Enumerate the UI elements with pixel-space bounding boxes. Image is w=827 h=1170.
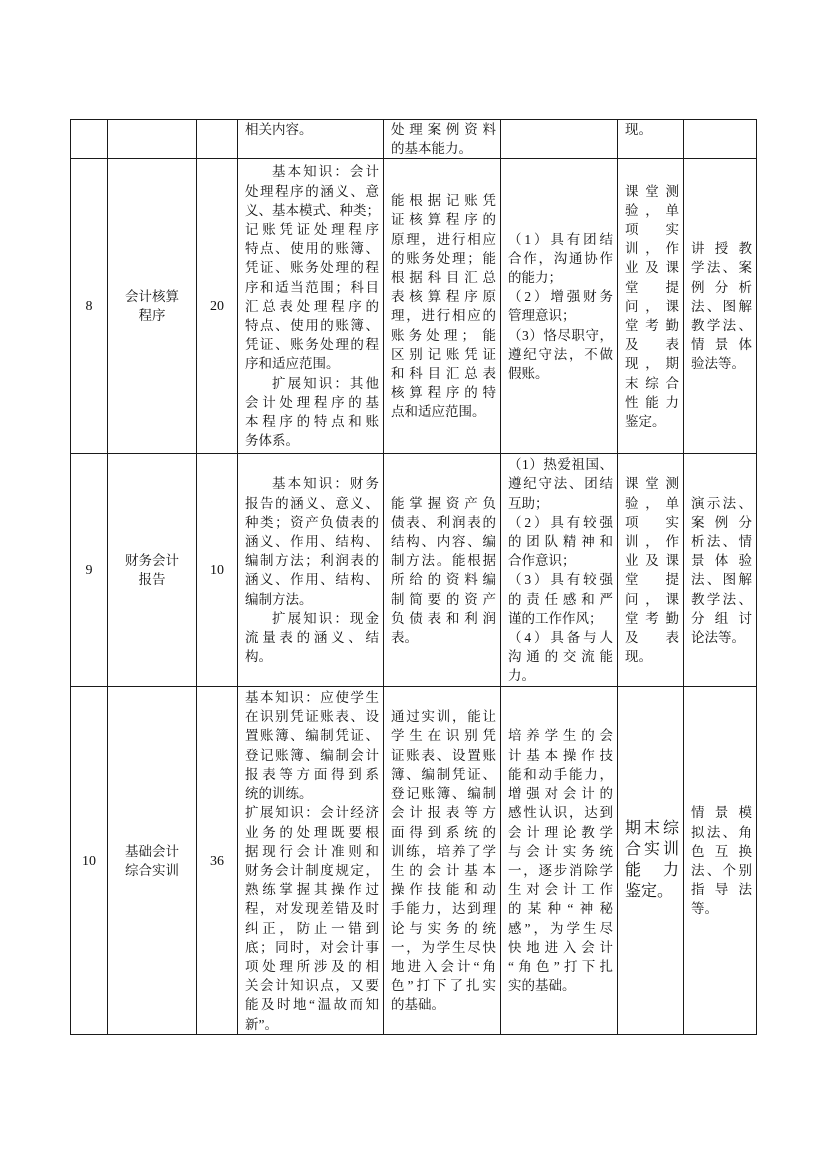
text-line: 编制方法；利润表的 [245, 553, 379, 569]
text-line: 序和适当范围；科目 [245, 279, 379, 295]
text-line: 面得到系统的 [391, 824, 496, 840]
text-line: 序和适应范围。 [245, 356, 340, 372]
text-line: 能和动手能力， [508, 766, 613, 782]
cell-teaching-method [684, 159, 757, 454]
text-line: 期末综 [625, 820, 679, 838]
text-line: 培养学生的会 [508, 728, 613, 744]
text-line: 景体验 [691, 553, 752, 569]
text-line: 谨的工作作风； [508, 610, 603, 626]
text-line: 本程序的特点和账 [245, 414, 379, 430]
hours-value: 20 [210, 299, 224, 315]
cell-assessment [618, 120, 684, 159]
text-line: 会计报表等方 [391, 805, 496, 821]
text-line: 实的基础。 [508, 978, 576, 994]
text-line: 析法、情 [691, 534, 752, 549]
text-line: 程，对发现差错及时 [245, 901, 379, 917]
text-line: 管理意识； [508, 308, 576, 324]
text-line: 熟练掌握其操作过 [245, 882, 379, 898]
text-line: 业及课 [625, 260, 679, 276]
text-line: 能力 [625, 861, 679, 879]
text-line: 生对会计工作 [508, 882, 613, 898]
paragraph [245, 474, 379, 608]
cell-ability-goal [384, 454, 501, 687]
cell-hours [197, 120, 238, 159]
text-line: 表。 [391, 630, 418, 646]
paragraph [245, 803, 379, 1033]
text-line: 教学法、 [691, 591, 752, 607]
text-line: 置账簿、编制凭证、 [245, 728, 379, 744]
text-line: （1）热爱祖国、 [508, 457, 613, 473]
text-line: 操作技能和动 [391, 882, 496, 898]
text-line: 报告的涵义、意义、 [245, 495, 379, 511]
text-line: 业及课 [625, 553, 679, 569]
course-name-text [110, 551, 194, 589]
text-line: 相关内容。 [245, 122, 313, 137]
text-line: 等。 [691, 901, 718, 917]
paragraph [508, 287, 613, 325]
teaching-method-text [691, 239, 752, 373]
text-line: 的基本能力。 [391, 141, 472, 157]
row-number: 9 [85, 563, 93, 579]
text-line: 教学法、 [691, 318, 752, 333]
text-line: 结构、内容、编 [391, 534, 496, 549]
text-line: 表核算程序原 [391, 289, 496, 305]
assessment-text [625, 819, 679, 902]
text-line: 法、图解 [691, 298, 752, 314]
paragraph [508, 326, 613, 384]
text-line: 论与实务的统 [391, 920, 496, 936]
cell-course-name [108, 687, 197, 1035]
text-line: 快地进入会计 [508, 939, 613, 955]
text-line: （4）具备与人 [508, 630, 613, 646]
text-line: 根据科目汇总 [391, 270, 496, 285]
paragraph [508, 513, 613, 571]
text-line: “角色”打下扎 [508, 958, 613, 974]
text-line: 训练，培养了学 [391, 843, 496, 859]
paragraph [391, 191, 496, 421]
cell-quality-goal [501, 687, 618, 1035]
text-line: 增强对会计的 [508, 786, 613, 802]
text-line: （3）具有较强 [508, 572, 613, 588]
text-line: 一，逐步消除学 [508, 862, 613, 878]
text-line: 计基本操作技 [508, 747, 613, 763]
cell-course-name [108, 159, 197, 454]
text-line: 沟通的交流能 [508, 649, 613, 665]
paragraph [110, 287, 194, 325]
text-line: 统的训练。 [245, 786, 313, 802]
text-line: 验，单 [625, 495, 679, 511]
paragraph [508, 726, 613, 995]
cell-ability-goal [384, 687, 501, 1035]
text-line: 能根据记账凭 [391, 193, 496, 209]
text-line: 问，课 [625, 591, 679, 607]
text-line: 课堂测 [625, 183, 679, 199]
text-line: 训，作 [625, 534, 679, 549]
teaching-content-text [245, 474, 379, 666]
text-line: 理，进行相应的 [391, 308, 496, 324]
text-line: 汇总表处理程序的 [245, 298, 379, 314]
text-line: 地进入会计“角 [391, 958, 496, 974]
text-line: 登记账簿、编制会计 [245, 747, 379, 763]
text-line: 债表、利润表的 [391, 514, 496, 530]
hours-value: 36 [210, 853, 224, 869]
paragraph [245, 162, 379, 373]
paragraph [691, 803, 752, 918]
text-line: 堂提 [625, 572, 679, 588]
hours-value: 10 [210, 563, 224, 579]
text-line: 扩展知识：会计经济 [245, 805, 379, 821]
teaching-method-text [691, 494, 752, 648]
quality-goal-text [508, 455, 613, 685]
text-line: 据现行会计准则和 [245, 843, 379, 859]
text-line: 制方法。能根据 [391, 553, 496, 569]
paragraph [508, 628, 613, 686]
text-line: 证账表、设置账 [391, 747, 496, 763]
text-line: 综合实训 [125, 862, 179, 878]
text-line: 基本知识：应使学生 [245, 690, 379, 706]
text-line: 课堂测 [625, 476, 679, 492]
text-line: 在识别凭证账表、设 [245, 709, 379, 725]
text-line: 及表 [625, 630, 679, 646]
table-row [71, 120, 757, 159]
text-line: 鉴定。 [625, 882, 674, 900]
row-number: 8 [85, 299, 93, 315]
ability-goal-text [391, 494, 496, 648]
cell-number [71, 687, 108, 1035]
paragraph [245, 120, 379, 139]
text-line: 互助； [508, 495, 549, 511]
text-line: 能及时地“温故而知 [245, 997, 379, 1013]
cell-ability-goal [384, 120, 501, 159]
text-line: 义、基本模式、种类； [245, 202, 380, 218]
text-line: 所给的资料编 [391, 572, 496, 588]
curriculum-table [70, 119, 757, 1035]
cell-quality-goal [501, 120, 618, 159]
ability-goal-text [391, 707, 496, 1014]
text-line: 合作，沟通协作 [508, 250, 613, 266]
text-line: 和科目汇总表 [391, 366, 496, 382]
text-line: 通过实训，能让 [391, 709, 496, 725]
text-line: 验，单 [625, 202, 679, 218]
text-line: 关会计知识点，又要 [245, 978, 379, 994]
text-line: 色”打下了扎实 [391, 978, 496, 994]
course-name-text [110, 842, 194, 880]
text-line: 假账。 [508, 366, 549, 382]
cell-teaching-method [684, 687, 757, 1035]
text-line: 学生在识别凭 [391, 728, 496, 744]
text-line: 记账凭证处理程序 [245, 221, 379, 237]
cell-teaching-method [684, 454, 757, 687]
paragraph [245, 609, 379, 667]
text-line: 务体系。 [245, 433, 299, 449]
paragraph [391, 707, 496, 1014]
text-line: 流量表的涵义、结 [245, 630, 379, 646]
text-line: 账务处理； 能 [391, 327, 496, 343]
text-line: 现。 [625, 122, 652, 137]
teaching-content-text [245, 162, 379, 450]
text-line: 论法等。 [691, 630, 745, 646]
text-line: 特点、使用的账簿、 [245, 318, 379, 333]
course-name-text [110, 287, 194, 325]
text-line: 情景模 [691, 805, 752, 821]
text-line: 财务会计 [125, 553, 179, 569]
text-line: 演示法、 [691, 495, 752, 511]
paragraph [391, 120, 496, 158]
cell-teaching-content [238, 454, 384, 687]
text-line: 报表等方面得到系 [245, 766, 379, 782]
cell-hours [197, 159, 238, 454]
table-row [71, 687, 757, 1035]
text-line: 例分析 [691, 279, 752, 295]
text-line: 凭证、账务处理的程 [245, 260, 379, 276]
text-line: 能掌握资产负 [391, 495, 496, 511]
text-line: 核算程序的特 [391, 385, 496, 401]
text-line: 特点、使用的账簿、 [245, 241, 379, 257]
text-line: 与会计实务统 [508, 843, 613, 859]
text-line: 构。 [245, 649, 272, 665]
text-line: 现。 [625, 649, 652, 665]
text-line: 新”。 [245, 1016, 278, 1032]
text-line: 分组讨 [691, 610, 752, 626]
cell-hours [197, 687, 238, 1035]
cell-number [71, 120, 108, 159]
text-line: 纠正，防止一错到 [245, 920, 379, 936]
quality-goal-text [508, 726, 613, 995]
text-line: 会计核算 [125, 289, 179, 305]
cell-teaching-content [238, 120, 384, 159]
paragraph [391, 494, 496, 648]
text-line: 合实训 [625, 841, 679, 859]
cell-course-name [108, 120, 197, 159]
text-line: 力。 [508, 668, 535, 684]
teaching-content-text [245, 120, 379, 139]
ability-goal-text [391, 120, 496, 158]
teaching-content-text [245, 688, 379, 1034]
table-row [71, 159, 757, 454]
text-line: 负债表和利润 [391, 610, 496, 626]
text-line: 鉴定。 [625, 414, 666, 430]
text-line: 遵纪守法、团结 [508, 476, 613, 492]
text-line: 报告 [138, 572, 166, 588]
cell-number [71, 159, 108, 454]
text-line: 证核算程序的 [391, 212, 496, 228]
text-line: 的团队精神和 [508, 534, 613, 549]
text-line: 区别记账凭证 [391, 346, 496, 362]
cell-teaching-method [684, 120, 757, 159]
paragraph [625, 120, 679, 139]
paragraph [508, 230, 613, 288]
paragraph [508, 455, 613, 513]
text-line: （2）具有较强 [508, 514, 613, 530]
cell-assessment [618, 454, 684, 687]
text-line: 处理程序的涵义、意 [245, 183, 379, 199]
text-line: 讲授教 [691, 241, 752, 257]
text-line: 底；同时，对会计事 [245, 939, 379, 955]
text-line: 的能力； [508, 270, 562, 285]
text-line: 手能力，达到理 [391, 901, 496, 917]
text-line: 业务的处理既要根 [245, 824, 379, 840]
text-line: 遵纪守法，不做 [508, 346, 613, 362]
text-line: 情景体 [691, 337, 752, 353]
text-line: 处理案例资料 [391, 122, 496, 137]
text-line: 制简要的资产 [391, 591, 496, 607]
text-line: 指导法 [691, 882, 752, 898]
text-line: 拟法、角 [691, 824, 752, 840]
cell-quality-goal [501, 159, 618, 454]
row-number: 10 [82, 853, 96, 869]
cell-hours [197, 454, 238, 687]
table-row [71, 454, 757, 687]
text-line: 项实 [625, 221, 679, 237]
text-line: 法、个别 [691, 862, 752, 878]
text-line: 基本知识：财务 [272, 476, 379, 492]
text-line: （3）恪尽职守， [508, 327, 613, 343]
paragraph [508, 570, 613, 628]
text-line: 问，课 [625, 298, 679, 314]
paragraph [110, 842, 194, 880]
text-line: 感”，为学生尽 [508, 920, 613, 936]
text-line: 及表 [625, 337, 679, 353]
text-line: 财务会计制度规定， [245, 862, 379, 878]
text-line: 会计处理程序的基 [245, 394, 379, 410]
ability-goal-text [391, 191, 496, 421]
cell-teaching-content [238, 687, 384, 1035]
text-line: 堂考勤 [625, 318, 679, 333]
paragraph [625, 182, 679, 432]
text-line: 法、图解 [691, 572, 752, 588]
text-line: 基本知识：会计 [272, 164, 379, 180]
text-line: （2）增强财务 [508, 289, 613, 305]
paragraph [110, 551, 194, 589]
cell-number [71, 454, 108, 687]
text-line: 登记账簿、编制 [391, 786, 496, 802]
text-line: 感性认识，达到 [508, 805, 613, 821]
text-line: 项处理所涉及的相 [245, 958, 379, 974]
text-line: 案例分 [691, 514, 752, 530]
paragraph [245, 688, 379, 803]
paragraph [625, 474, 679, 666]
cell-quality-goal [501, 454, 618, 687]
assessment-text [625, 120, 679, 139]
text-line: 的某种“神秘 [508, 901, 613, 917]
cell-assessment [618, 687, 684, 1035]
text-line: 会计理论教学 [508, 824, 613, 840]
text-line: 的基础。 [391, 997, 445, 1013]
text-line: 项实 [625, 514, 679, 530]
paragraph [625, 819, 679, 902]
paragraph [691, 239, 752, 373]
text-line: 堂考勤 [625, 610, 679, 626]
text-line: 性能力 [625, 394, 679, 410]
text-line: 编制方法。 [245, 591, 313, 607]
assessment-text [625, 474, 679, 666]
text-line: 基础会计 [125, 843, 179, 859]
text-line: 原理，进行相应 [391, 231, 496, 247]
text-line: 堂提 [625, 279, 679, 295]
text-line: 的账务处理；能 [391, 250, 496, 266]
text-line: 涵义、作用、结构、 [245, 534, 379, 549]
text-line: 色互换 [691, 843, 752, 859]
assessment-text [625, 182, 679, 432]
text-line: 训，作 [625, 241, 679, 257]
text-line: 簿、编制凭证、 [391, 766, 496, 782]
text-line: 凭证、账务处理的程 [245, 337, 379, 353]
text-line: 涵义、作用、结构、 [245, 572, 379, 588]
text-line: 程序 [138, 308, 166, 324]
text-line: 现，期 [625, 356, 679, 372]
text-line: 种类；资产负债表的 [245, 514, 379, 530]
paragraph [691, 494, 752, 648]
cell-teaching-content [238, 159, 384, 454]
text-line: 生的会计基本 [391, 862, 496, 878]
cell-course-name [108, 454, 197, 687]
text-line: 合作意识； [508, 553, 576, 569]
text-line: 一，为学生尽快 [391, 939, 496, 955]
text-line: 验法等。 [691, 356, 745, 372]
text-line: 点和适应范围。 [391, 404, 486, 420]
cell-ability-goal [384, 159, 501, 454]
text-line: 的责任感和严 [508, 591, 613, 607]
paragraph [245, 374, 379, 451]
text-line: 扩展知识：其他 [272, 375, 379, 391]
quality-goal-text [508, 230, 613, 384]
cell-assessment [618, 159, 684, 454]
text-line: （1）具有团结 [508, 231, 613, 247]
text-line: 扩展知识：现金 [272, 610, 379, 626]
text-line: 末综合 [625, 375, 679, 391]
text-line: 学法、案 [691, 260, 752, 276]
teaching-method-text [691, 803, 752, 918]
